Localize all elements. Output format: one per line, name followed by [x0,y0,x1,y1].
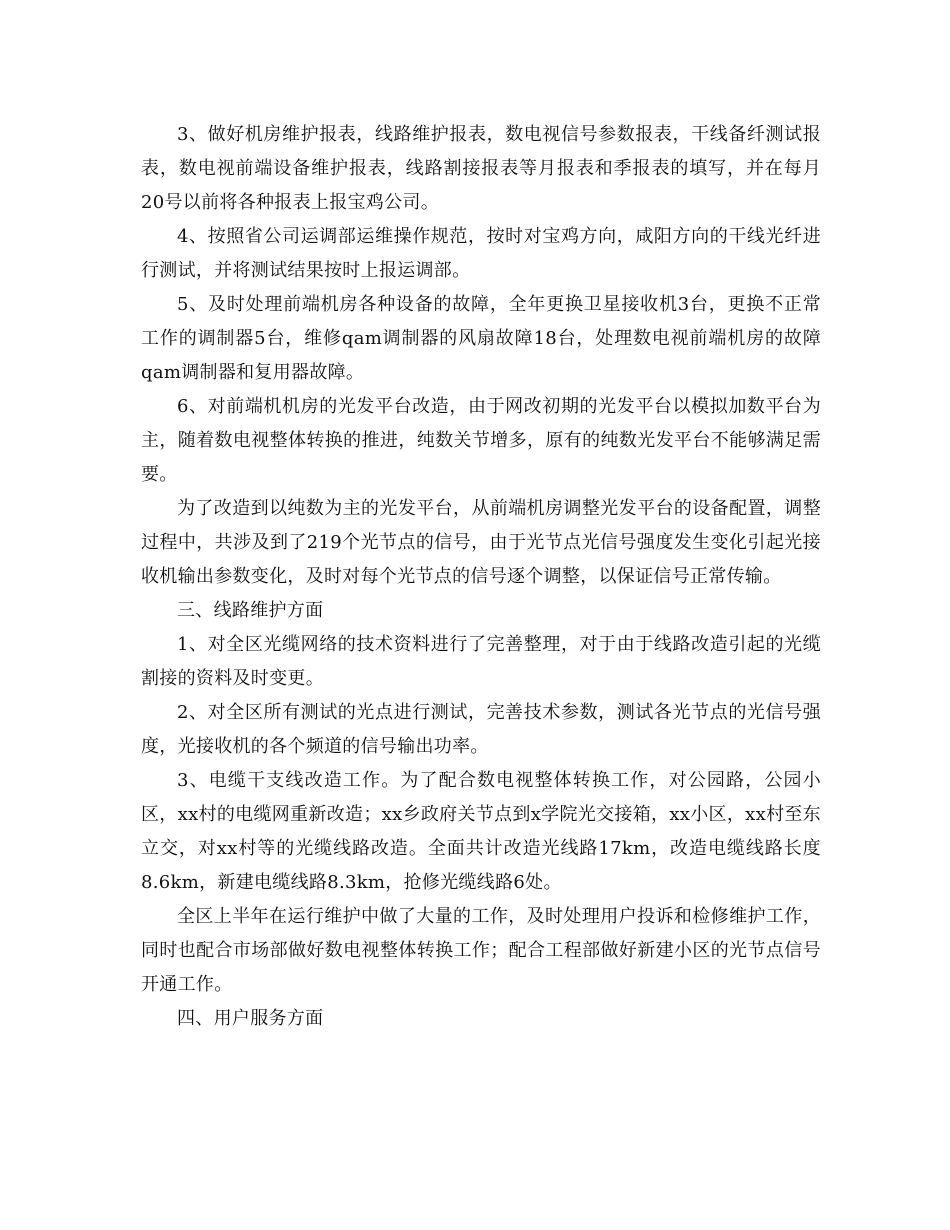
paragraph-item-5-fault-handling: 5、及时处理前端机房各种设备的故障，全年更换卫星接收机3台，更换不正常工作的调制器5台，维修qam调制器的风扇故障18台，处理数电视前端机房的故障qam调制器和复用器故障。 [141,294,821,383]
paragraph-platform-adjustment: 为了改造到以纯数为主的光发平台，从前端机房调整光发平台的设备配置，调整过程中，共涉及到了219个光节点的信号，由于光节点光信号强度发生变化引起光接收机输出参数变化，及时对每个光节点的信号逐个调整，以保证信号正常传输。 [141,498,821,587]
paragraph-line-item-2: 2、对全区所有测试的光点进行测试，完善技术参数，测试各光节点的光信号强度，光接收机的各个频道的信号输出功率。 [141,702,821,757]
paragraph-line-item-3: 3、电缆干支线改造工作。为了配合数电视整体转换工作，对公园路，公园小区，xx村的电缆网重新改造；xx乡政府关节点到x学院光交接箱，xx小区，xx村至东立交，对xx村等的光缆线路改造。全面共计改造光线路17km，改造电缆线路长度8.6km，新建电缆线路8.3km，抢修光缆线路6处。 [141,770,821,893]
document-body [141,118,821,1036]
paragraph-item-4-fiber-test: 4、按照省公司运调部运维操作规范，按时对宝鸡方向，咸阳方向的干线光纤进行测试，并将测试结果按时上报运调部。 [141,226,821,281]
paragraph-half-year-summary: 全区上半年在运行维护中做了大量的工作，及时处理用户投诉和检修维护工作，同时也配合市场部做好数电视整体转换工作；配合工程部做好新建小区的光节点信号开通工作。 [141,906,821,995]
paragraph-line-item-1: 1、对全区光缆网络的技术资料进行了完善整理，对于由于线路改造引起的光缆割接的资料及时变更。 [141,634,821,689]
section-heading-user-service: 四、用户服务方面 [177,1008,324,1029]
paragraph-item-3-reports: 3、做好机房维护报表，线路维护报表，数电视信号参数报表，干线备纤测试报表，数电视前端设备维护报表，线路割接报表等月报表和季报表的填写，并在每月20号以前将各种报表上报宝鸡公司。 [141,124,821,213]
paragraph-item-6-platform-upgrade: 6、对前端机机房的光发平台改造，由于网改初期的光发平台以模拟加数平台为主，随着数电视整体转换的推进，纯数关节增多，原有的纯数光发平台不能够满足需要。 [141,396,821,485]
section-heading-line-maintenance: 三、线路维护方面 [177,600,324,621]
